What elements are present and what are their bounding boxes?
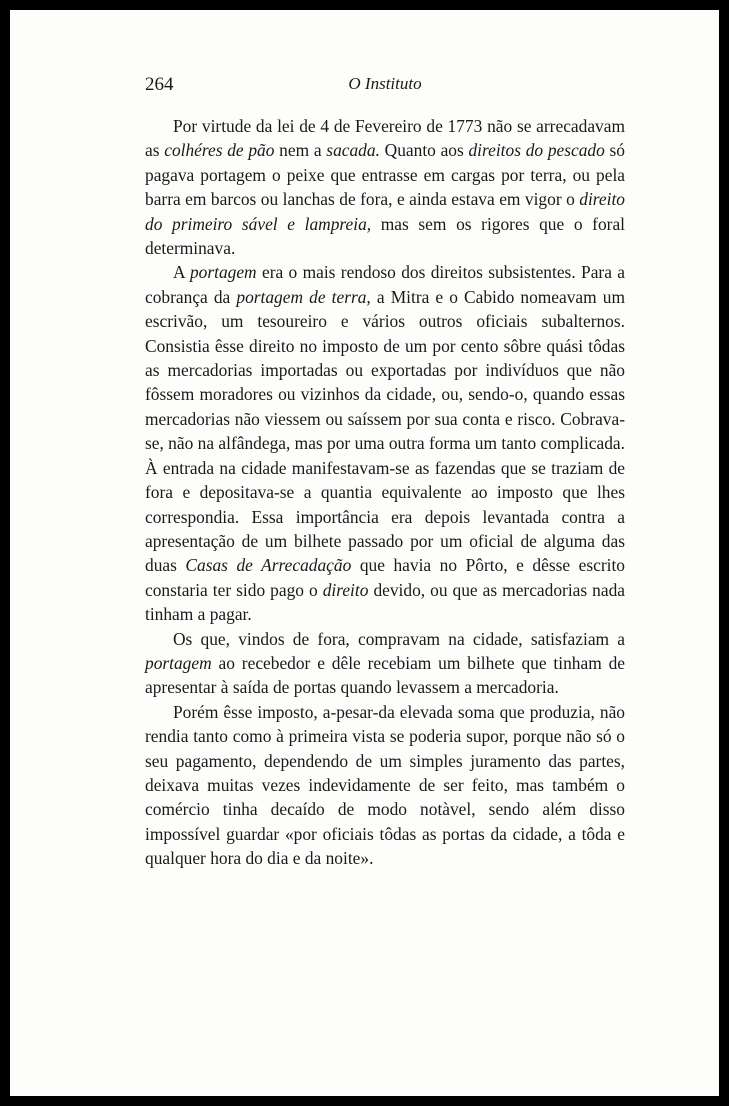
italic-text: portagem xyxy=(145,652,212,673)
text-segment: Os que, vindos de fora, compravam na cidade, satisfaziam a xyxy=(173,628,625,649)
text-segment: Porém êsse imposto, a-pesar-da elevada soma que produzia, não rendia tanto como à primeira vista se poderia supor, porque não só o seu pagamento, dependendo de um simples juramento das partes, deixava muitas vezes indevidamente de ser feito, mas também o comércio tinha decaído de modo notàvel, sendo além disso impossível guardar «por oficiais tôdas as portas da cidade, a tôda e qualquer hora do dia e da noite». xyxy=(145,701,625,869)
text-segment: Quanto aos xyxy=(379,140,469,161)
italic-text: direito xyxy=(322,579,369,600)
italic-text: portagem de terra, xyxy=(236,286,371,307)
paragraph xyxy=(145,260,625,626)
text-segment: devido, ou que as mercadorias nada tinham a pagar. xyxy=(145,579,625,625)
italic-text: sacada. xyxy=(326,140,380,161)
paragraph xyxy=(145,700,625,871)
paragraph xyxy=(145,114,625,260)
body-text xyxy=(145,114,625,871)
italic-text: direito do primeiro sável e lampreia, xyxy=(145,189,625,234)
page-header xyxy=(145,74,625,102)
text-segment: nem a xyxy=(274,140,327,161)
text-segment: só pagava portagem o peixe que entrasse em cargas por terra, ou pela barra em barcos ou lanchas de fora, e ainda estava em vigor o xyxy=(145,140,626,210)
text-segment: era o mais rendoso dos direitos subsistentes. Para a cobrança da xyxy=(145,262,625,307)
running-title: O Instituto xyxy=(348,74,422,93)
text-segment: A xyxy=(173,262,190,283)
text-segment: ao recebedor e dêle recebiam um bilhete que tinham de apresentar à saída de portas quando levassem a mercadoria. xyxy=(145,652,625,698)
paragraph xyxy=(145,627,625,700)
text-segment: mas sem os rigores que o foral determinava. xyxy=(145,213,626,259)
book-page xyxy=(10,10,719,1096)
italic-text: portagem xyxy=(189,262,257,283)
italic-text: colhéres de pão xyxy=(164,140,275,161)
text-segment: Por virtude da lei de 4 de Fevereiro de 1773 não se arrecadavam as xyxy=(145,116,625,161)
italic-text: direitos do pescado xyxy=(468,140,605,161)
page-number: 264 xyxy=(145,74,174,95)
text-segment: que havia no Pôrto, e dêsse escrito constaria ter sido pago o xyxy=(145,555,625,600)
italic-text: Casas de Arrecadação xyxy=(185,555,352,576)
text-segment: a Mitra e o Cabido nomeavam um escrivão, um tesoureiro e vários outros oficiais subalternos. Consistia êsse direito no imposto de um por cento sôbre quási tôdas as mercadorias importadas ou exportadas por indivíduos que não fôssem moradores ou vizinhos da cidade, ou, sendo-o, quando essas mercadorias não viessem ou saíssem por sua conta e risco. Cobrava-se, não na alfândega, mas por uma outra forma um tanto complicada. À entrada na cidade manifestavam-se as fazendas que se traziam de fora e depositava-se a quantia equivalente ao imposto que lhes correspondia. Essa importância era depois levantada contra a apresentação de um bilhete passado por um oficial de alguma das duas xyxy=(145,286,626,576)
